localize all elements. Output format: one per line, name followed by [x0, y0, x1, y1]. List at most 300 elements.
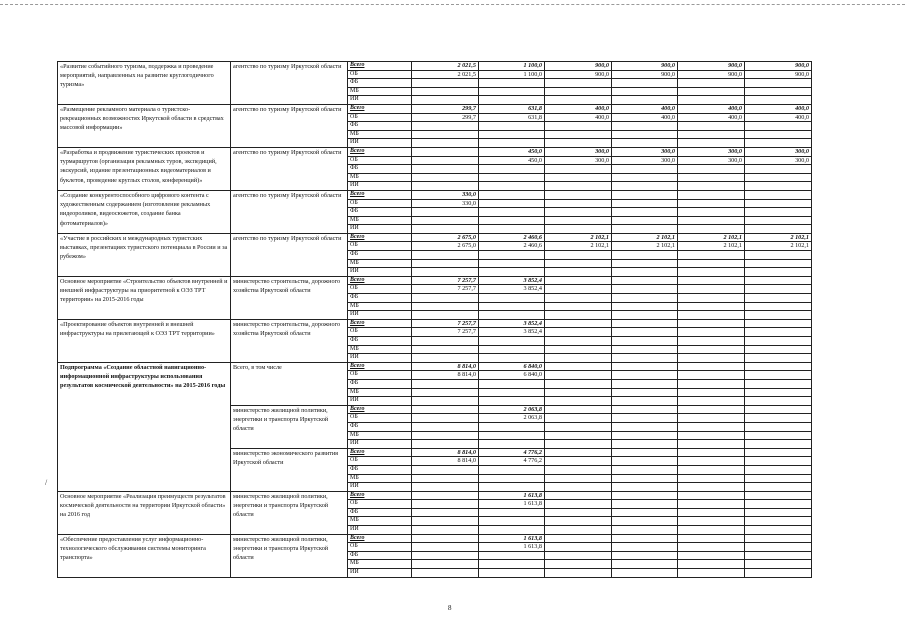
amount-cell [745, 379, 812, 388]
amount-cell: 900,0 [678, 70, 745, 79]
amount-cell [479, 388, 545, 397]
amount-cell [612, 285, 678, 294]
amount-cell [545, 371, 612, 380]
amount-cell: 8 814,0 [412, 362, 479, 371]
amount-cell [545, 483, 612, 492]
executor-name: министерство жилищной политики, энергетики и транспорта Иркутской области [231, 491, 348, 534]
funding-source: МБ [348, 388, 412, 397]
amount-cell [545, 491, 612, 500]
funding-source: ОБ [348, 156, 412, 165]
funding-source: ФБ [348, 508, 412, 517]
amount-cell: 2 675,0 [412, 233, 479, 242]
amount-cell [745, 448, 812, 457]
amount-cell: 300,0 [545, 147, 612, 156]
funding-source: ИИ [348, 354, 412, 363]
amount-cell [745, 285, 812, 294]
funding-source: ФБ [348, 422, 412, 431]
amount-cell [545, 534, 612, 543]
amount-cell: 900,0 [745, 62, 812, 71]
table-row [58, 491, 812, 500]
amount-cell [612, 397, 678, 406]
executor-name: министерство строительства, дорожного хозяйства Иркутской области [231, 276, 348, 319]
amount-cell [678, 508, 745, 517]
amount-cell [745, 371, 812, 380]
funding-source: ИИ [348, 526, 412, 535]
amount-cell: 7 257,7 [412, 319, 479, 328]
amount-cell [479, 216, 545, 225]
amount-cell [678, 431, 745, 440]
amount-cell [678, 173, 745, 182]
amount-cell [412, 405, 479, 414]
funding-source: МБ [348, 517, 412, 526]
page-number: 8 [448, 604, 452, 612]
amount-cell: 631,8 [479, 113, 545, 122]
amount-cell [412, 268, 479, 277]
amount-cell [545, 500, 612, 509]
table-row [58, 147, 812, 156]
amount-cell [745, 96, 812, 105]
amount-cell [545, 405, 612, 414]
amount-cell [545, 216, 612, 225]
amount-cell [545, 551, 612, 560]
amount-cell [612, 543, 678, 552]
amount-cell: 450,0 [479, 156, 545, 165]
table-body [58, 62, 812, 578]
funding-source: ОБ [348, 543, 412, 552]
amount-cell [678, 362, 745, 371]
amount-cell: 4 776,2 [479, 448, 545, 457]
amount-cell [545, 397, 612, 406]
executor-name: Всего, в том числе [231, 362, 348, 405]
amount-cell [745, 457, 812, 466]
amount-cell [612, 457, 678, 466]
amount-cell [678, 457, 745, 466]
amount-cell [612, 483, 678, 492]
funding-source: ОБ [348, 371, 412, 380]
amount-cell [612, 526, 678, 535]
amount-cell [745, 560, 812, 569]
funding-source: ФБ [348, 465, 412, 474]
funding-source: ОБ [348, 199, 412, 208]
amount-cell [412, 182, 479, 191]
amount-cell [745, 526, 812, 535]
amount-cell [745, 551, 812, 560]
amount-cell [479, 259, 545, 268]
amount-cell [412, 422, 479, 431]
executor-name: агентство по туризму Иркутской области [231, 104, 348, 147]
amount-cell: 900,0 [745, 70, 812, 79]
amount-cell [412, 517, 479, 526]
amount-cell [412, 440, 479, 449]
amount-cell: 2 102,1 [545, 242, 612, 251]
amount-cell [479, 165, 545, 174]
amount-cell [745, 362, 812, 371]
amount-cell [545, 517, 612, 526]
executor-name: министерство экономического развития Иркутской области [231, 448, 348, 491]
amount-cell [612, 294, 678, 303]
amount-cell [412, 156, 479, 165]
funding-source: МБ [348, 431, 412, 440]
amount-cell [745, 208, 812, 217]
amount-cell [678, 190, 745, 199]
amount-cell [545, 543, 612, 552]
amount-cell [545, 225, 612, 234]
amount-cell [412, 508, 479, 517]
amount-cell [545, 354, 612, 363]
amount-cell: 2 102,1 [545, 233, 612, 242]
amount-cell [612, 560, 678, 569]
amount-cell: 2 102,1 [612, 242, 678, 251]
amount-cell [612, 354, 678, 363]
amount-cell [678, 448, 745, 457]
executor-name: министерство строительства, дорожного хозяйства Иркутской области [231, 319, 348, 362]
amount-cell: 2 675,0 [412, 242, 479, 251]
amount-cell [412, 225, 479, 234]
activity-name: Основное мероприятие «Реализация преимуществ результатов космической деятельности на территории Иркутской области» на 2016 год [58, 491, 231, 534]
funding-source: Всего [348, 319, 412, 328]
activity-name: «Размещение рекламного материала о туристско-рекреационных возможностях Иркутской области в средствах массовой информации» [58, 104, 231, 147]
amount-cell: 300,0 [545, 156, 612, 165]
amount-cell: 400,0 [745, 113, 812, 122]
funding-source: ОБ [348, 113, 412, 122]
amount-cell [745, 474, 812, 483]
amount-cell [412, 431, 479, 440]
amount-cell [745, 388, 812, 397]
activity-name: «Разработка и продвижение туристических проектов и турмаршрутов (организация рекламных туров, экспедиций, экскурсий, издание презентационных видеоматериалов и буклетов, проведение круглых столов, конференций)» [58, 147, 231, 190]
amount-cell [678, 96, 745, 105]
amount-cell: 330,0 [412, 199, 479, 208]
amount-cell [745, 508, 812, 517]
activity-name: «Проектирование объектов внутренней и внешней инфраструктуры на прилегающей к ОЭЗ ТРТ территории» [58, 319, 231, 362]
amount-cell [479, 225, 545, 234]
amount-cell: 330,0 [412, 190, 479, 199]
amount-cell: 2 102,1 [612, 233, 678, 242]
amount-cell [412, 294, 479, 303]
amount-cell [545, 199, 612, 208]
table-row [58, 233, 812, 242]
amount-cell: 2 063,8 [479, 405, 545, 414]
amount-cell [412, 259, 479, 268]
amount-cell [745, 483, 812, 492]
amount-cell: 8 814,0 [412, 457, 479, 466]
amount-cell [412, 534, 479, 543]
amount-cell [412, 251, 479, 260]
amount-cell [479, 337, 545, 346]
amount-cell [678, 79, 745, 88]
amount-cell [479, 130, 545, 139]
amount-cell [745, 225, 812, 234]
amount-cell [545, 165, 612, 174]
funding-source: Всего [348, 362, 412, 371]
funding-source: ФБ [348, 165, 412, 174]
amount-cell [545, 362, 612, 371]
amount-cell [412, 122, 479, 131]
amount-cell [412, 379, 479, 388]
amount-cell [479, 517, 545, 526]
amount-cell: 2 102,1 [745, 233, 812, 242]
amount-cell [479, 551, 545, 560]
amount-cell [745, 251, 812, 260]
amount-cell: 2 460,6 [479, 233, 545, 242]
funding-source: ОБ [348, 285, 412, 294]
amount-cell [545, 139, 612, 148]
activity-name: Подпрограмма «Создание областной навигационно-информационной инфраструктуры использования результатов космической деятельности» на 2015-2016 годы [58, 362, 231, 491]
funding-source: МБ [348, 130, 412, 139]
funding-source: ИИ [348, 483, 412, 492]
amount-cell [745, 517, 812, 526]
amount-cell [545, 448, 612, 457]
amount-cell [612, 465, 678, 474]
amount-cell [412, 173, 479, 182]
amount-cell [612, 500, 678, 509]
amount-cell: 900,0 [545, 70, 612, 79]
amount-cell: 299,7 [412, 104, 479, 113]
amount-cell: 7 257,7 [412, 285, 479, 294]
amount-cell [412, 87, 479, 96]
amount-cell [678, 388, 745, 397]
amount-cell [612, 388, 678, 397]
amount-cell [545, 388, 612, 397]
amount-cell: 400,0 [612, 104, 678, 113]
amount-cell [612, 328, 678, 337]
amount-cell: 400,0 [678, 104, 745, 113]
amount-cell [412, 560, 479, 569]
table-row [58, 362, 812, 371]
amount-cell: 631,8 [479, 104, 545, 113]
amount-cell [745, 302, 812, 311]
amount-cell: 7 257,7 [412, 328, 479, 337]
amount-cell [678, 208, 745, 217]
amount-cell [678, 560, 745, 569]
amount-cell [678, 569, 745, 578]
amount-cell: 400,0 [545, 113, 612, 122]
amount-cell [745, 79, 812, 88]
amount-cell [545, 414, 612, 423]
amount-cell [612, 319, 678, 328]
amount-cell [545, 379, 612, 388]
funding-source: ИИ [348, 139, 412, 148]
amount-cell [745, 440, 812, 449]
amount-cell: 400,0 [745, 104, 812, 113]
executor-name: агентство по туризму Иркутской области [231, 62, 348, 105]
amount-cell [612, 165, 678, 174]
amount-cell [612, 379, 678, 388]
amount-cell [678, 551, 745, 560]
amount-cell [745, 130, 812, 139]
amount-cell [678, 422, 745, 431]
amount-cell [678, 294, 745, 303]
amount-cell: 2 021,5 [412, 62, 479, 71]
amount-cell [612, 345, 678, 354]
amount-cell [612, 122, 678, 131]
funding-source: ИИ [348, 397, 412, 406]
amount-cell [745, 354, 812, 363]
amount-cell [745, 182, 812, 191]
amount-cell [412, 551, 479, 560]
amount-cell [479, 354, 545, 363]
amount-cell [612, 405, 678, 414]
amount-cell [745, 491, 812, 500]
amount-cell [479, 173, 545, 182]
amount-cell [479, 311, 545, 320]
amount-cell [412, 500, 479, 509]
amount-cell [678, 311, 745, 320]
amount-cell: 7 257,7 [412, 276, 479, 285]
amount-cell: 1 100,0 [479, 62, 545, 71]
amount-cell [745, 216, 812, 225]
amount-cell [412, 491, 479, 500]
amount-cell [545, 190, 612, 199]
amount-cell [678, 122, 745, 131]
amount-cell [412, 388, 479, 397]
executor-name: агентство по туризму Иркутской области [231, 190, 348, 233]
budget-table [57, 61, 812, 578]
amount-cell: 3 852,4 [479, 276, 545, 285]
amount-cell: 2 063,8 [479, 414, 545, 423]
table-row [58, 190, 812, 199]
amount-cell [612, 431, 678, 440]
amount-cell [678, 354, 745, 363]
amount-cell [545, 560, 612, 569]
funding-source: Всего [348, 190, 412, 199]
amount-cell [678, 285, 745, 294]
amount-cell [479, 569, 545, 578]
amount-cell [545, 182, 612, 191]
funding-source: ОБ [348, 70, 412, 79]
amount-cell [412, 569, 479, 578]
executor-name: министерство жилищной политики, энергетики и транспорта Иркутской области [231, 534, 348, 577]
amount-cell [479, 251, 545, 260]
amount-cell [745, 431, 812, 440]
funding-source: МБ [348, 173, 412, 182]
amount-cell [612, 216, 678, 225]
amount-cell: 8 814,0 [412, 448, 479, 457]
amount-cell [412, 474, 479, 483]
amount-cell [412, 465, 479, 474]
amount-cell [678, 500, 745, 509]
table-row [58, 62, 812, 71]
amount-cell [612, 199, 678, 208]
amount-cell [412, 165, 479, 174]
amount-cell [412, 483, 479, 492]
amount-cell [412, 147, 479, 156]
funding-source: МБ [348, 87, 412, 96]
amount-cell [745, 190, 812, 199]
executor-name: агентство по туризму Иркутской области [231, 147, 348, 190]
amount-cell [545, 422, 612, 431]
amount-cell: 2 102,1 [678, 233, 745, 242]
amount-cell [612, 440, 678, 449]
amount-cell [412, 526, 479, 535]
amount-cell [545, 457, 612, 466]
amount-cell [479, 483, 545, 492]
activity-name: «Развитие событийного туризма, поддержка и проведение мероприятий, направленных на развитие круглогодичного туризма» [58, 62, 231, 105]
funding-source: ОБ [348, 328, 412, 337]
amount-cell [745, 165, 812, 174]
amount-cell [545, 79, 612, 88]
amount-cell [412, 208, 479, 217]
funding-source: ИИ [348, 569, 412, 578]
amount-cell [678, 130, 745, 139]
amount-cell [678, 268, 745, 277]
funding-source: ФБ [348, 337, 412, 346]
amount-cell [545, 431, 612, 440]
scan-mark: / [45, 478, 48, 487]
amount-cell [479, 96, 545, 105]
funding-source: ФБ [348, 551, 412, 560]
amount-cell [745, 397, 812, 406]
amount-cell [612, 448, 678, 457]
amount-cell: 6 840,0 [479, 362, 545, 371]
amount-cell [678, 199, 745, 208]
amount-cell: 300,0 [678, 147, 745, 156]
amount-cell [612, 362, 678, 371]
amount-cell [545, 440, 612, 449]
amount-cell [545, 569, 612, 578]
amount-cell [412, 216, 479, 225]
funding-source: ИИ [348, 311, 412, 320]
amount-cell [745, 465, 812, 474]
amount-cell [678, 251, 745, 260]
amount-cell: 1 613,8 [479, 543, 545, 552]
amount-cell [612, 182, 678, 191]
amount-cell [545, 285, 612, 294]
amount-cell [612, 251, 678, 260]
amount-cell [412, 311, 479, 320]
amount-cell [745, 87, 812, 96]
amount-cell: 900,0 [612, 62, 678, 71]
amount-cell [678, 440, 745, 449]
amount-cell [678, 276, 745, 285]
amount-cell [678, 182, 745, 191]
amount-cell [745, 337, 812, 346]
amount-cell [745, 199, 812, 208]
amount-cell [545, 474, 612, 483]
amount-cell: 6 840,0 [479, 371, 545, 380]
amount-cell: 8 814,0 [412, 371, 479, 380]
amount-cell: 400,0 [612, 113, 678, 122]
amount-cell [678, 345, 745, 354]
amount-cell [412, 96, 479, 105]
amount-cell [479, 87, 545, 96]
amount-cell [612, 337, 678, 346]
amount-cell [612, 517, 678, 526]
amount-cell [412, 397, 479, 406]
amount-cell [479, 526, 545, 535]
amount-cell [745, 311, 812, 320]
amount-cell [479, 182, 545, 191]
amount-cell [745, 534, 812, 543]
amount-cell: 4 776,2 [479, 457, 545, 466]
amount-cell [678, 517, 745, 526]
amount-cell [412, 414, 479, 423]
amount-cell [412, 354, 479, 363]
funding-source: МБ [348, 345, 412, 354]
amount-cell [545, 319, 612, 328]
amount-cell: 1 100,0 [479, 70, 545, 79]
funding-source: Всего [348, 62, 412, 71]
funding-source: Всего [348, 491, 412, 500]
amount-cell [678, 534, 745, 543]
funding-source: МБ [348, 560, 412, 569]
funding-source: ИИ [348, 225, 412, 234]
amount-cell [612, 371, 678, 380]
funding-source: ФБ [348, 379, 412, 388]
activity-name: «Обеспечение предоставления услуг информационно-технологического обслуживания системы мониторинга транспорта» [58, 534, 231, 577]
funding-source: Всего [348, 405, 412, 414]
funding-source: ИИ [348, 96, 412, 105]
amount-cell [545, 130, 612, 139]
